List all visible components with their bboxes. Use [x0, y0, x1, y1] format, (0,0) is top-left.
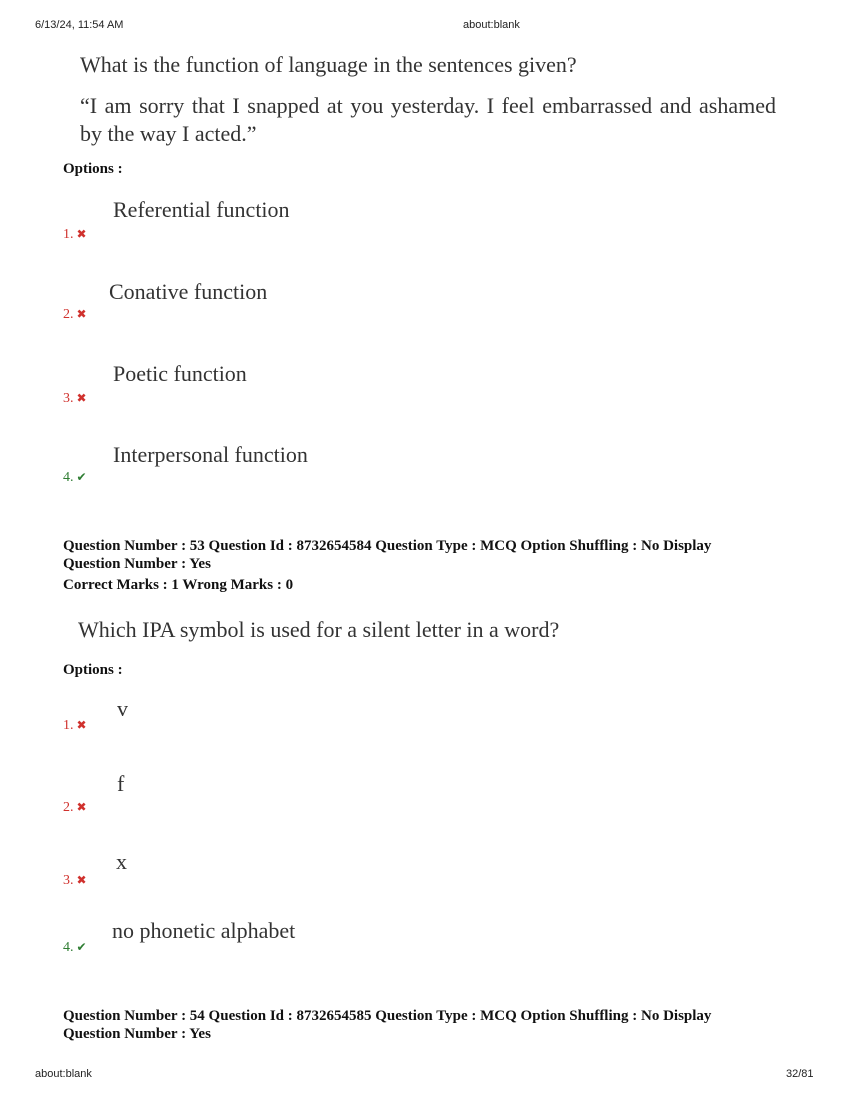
print-datetime: 6/13/24, 11:54 AM: [35, 19, 124, 31]
question-meta-line: Question Number : 53 Question Id : 8732654584 Question Type : MCQ Option Shuffling : No Display: [63, 538, 712, 554]
option-number: 4. ✔: [63, 940, 87, 955]
print-footer-url: about:blank: [35, 1068, 92, 1080]
check-icon: ✔: [76, 470, 87, 484]
option-text: Poetic function: [113, 361, 247, 386]
option-number: 3. ✖: [63, 873, 87, 888]
page-number: 32/81: [786, 1068, 814, 1080]
option-text: no phonetic alphabet: [112, 918, 296, 943]
option-text: v: [117, 696, 128, 721]
options-label: Options :: [63, 161, 123, 177]
question-quote: “I am sorry that I snapped at you yesterday. I feel embarrassed and ashamed by the way I acted.”: [80, 93, 776, 146]
option-text: x: [116, 849, 127, 874]
check-icon: ✔: [76, 940, 87, 954]
option-text: Interpersonal function: [113, 442, 308, 467]
question-text: Which IPA symbol is used for a silent letter in a word?: [78, 617, 560, 642]
option-number: 2. ✖: [63, 307, 87, 322]
option-number: 1. ✖: [63, 718, 87, 733]
question-meta-line: Question Number : 54 Question Id : 8732654585 Question Type : MCQ Option Shuffling : No Display: [63, 1008, 712, 1024]
marks-line: Correct Marks : 1 Wrong Marks : 0: [63, 577, 294, 593]
option-number: 3. ✖: [63, 391, 87, 406]
option-number: 2. ✖: [63, 800, 87, 815]
cross-icon: ✖: [76, 718, 87, 732]
question-text: What is the function of language in the sentences given?: [80, 52, 577, 77]
option-text: Referential function: [113, 197, 290, 222]
cross-icon: ✖: [76, 873, 87, 887]
question-meta-line: Question Number : Yes: [63, 556, 211, 572]
cross-icon: ✖: [76, 307, 87, 321]
option-text: Conative function: [109, 279, 268, 304]
question-meta-line: Question Number : Yes: [63, 1026, 211, 1042]
cross-icon: ✖: [76, 391, 87, 405]
print-page-title: about:blank: [463, 19, 520, 31]
options-label: Options :: [63, 662, 123, 678]
cross-icon: ✖: [76, 227, 87, 241]
cross-icon: ✖: [76, 800, 87, 814]
option-text: f: [117, 771, 125, 796]
option-number: 1. ✖: [63, 227, 87, 242]
option-number: 4. ✔: [63, 470, 87, 485]
